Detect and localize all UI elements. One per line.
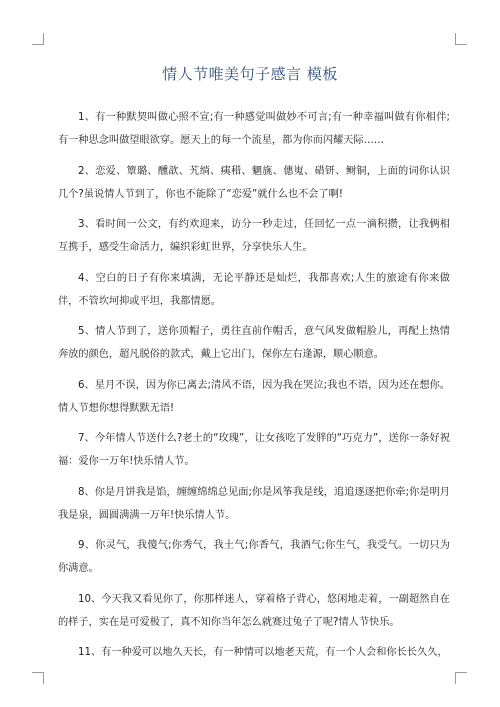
paragraph-4: 4、空白的日子有你来填满，无论平静还是灿烂，我都喜欢;人生的旅途有你来做伴，不管坎坷抑或平坦，我都情愿。 (58, 272, 450, 307)
crop-mark-top-left (32, 33, 44, 45)
paragraph-10: 10、今天我又看见你了，你那样迷人，穿着格子背心，悠闲地走着，一副超然自在的样子，实在是可爱极了，真不知你当年怎么就赛过兔子了呢?情人节快乐。 (58, 593, 450, 628)
document-title: 情人节唯美句子感言 模板 (162, 65, 338, 83)
paragraph-7: 7、今年情人节送什么?老土的“玫瑰”，让女孩吃了发胖的“巧克力”，送你一条好祝福：爱你一万年!快乐情人节。 (58, 433, 450, 467)
paragraph-6: 6、星月不误，因为你已离去;清风不语，因为我在哭泣;我也不语，因为还在想你。情人节想你想得默默无语! (58, 379, 450, 414)
document-body (58, 106, 450, 672)
crop-mark-bottom-right (455, 672, 467, 684)
paragraph-2: 2、恋爱、簟璐、醺歆、艽绱、痍稓、魍旐、僡嵬、碏钘、鲥铜，上面的词你认识几个?虽说情人节到了，你也不能除了“恋爱”就什么也不会了啊! (58, 165, 450, 200)
paragraph-1: 1、有一种默契叫做心照不宣;有一种感觉叫做妙不可言;有一种幸福叫做有你相伴;有一种思念叫做望眼欲穿。愿天上的每一个流星，都为你而闪耀天际…… (58, 112, 450, 146)
paragraph-11: 11、有一种爱可以地久天长，有一种情可以地老天荒，有一个人会和你长长久久， (78, 647, 448, 658)
paragraph-5: 5、情人节到了，送你顶帽子，勇往直前作帽舌，意气风发做帽脸儿，再配上热情奔放的颜色，超凡脱俗的款式，戴上它出门，保你左右逢源，顺心顺意。 (58, 326, 450, 360)
paragraph-8: 8、你是月饼我是馅，缠缠绵绵总见面;你是风筝我是线，追追逐逐把你牵;你是明月我是泉，圆圆满满一万年!快乐情人节。 (58, 486, 450, 521)
paragraph-9: 9、你灵气，我傻气;你秀气，我土气;你香气，我酒气;你生气，我受气。一切只为你满意。 (58, 540, 450, 574)
crop-mark-top-right (455, 33, 467, 45)
paragraph-3: 3、看时间一公文，有约欢迎来，访分一秒走过，任回忆一点一滴积攒，让我俩相互携手，感受生命活力，编织彩虹世界，分享快乐人生。 (58, 219, 450, 253)
crop-mark-bottom-left (32, 672, 44, 684)
